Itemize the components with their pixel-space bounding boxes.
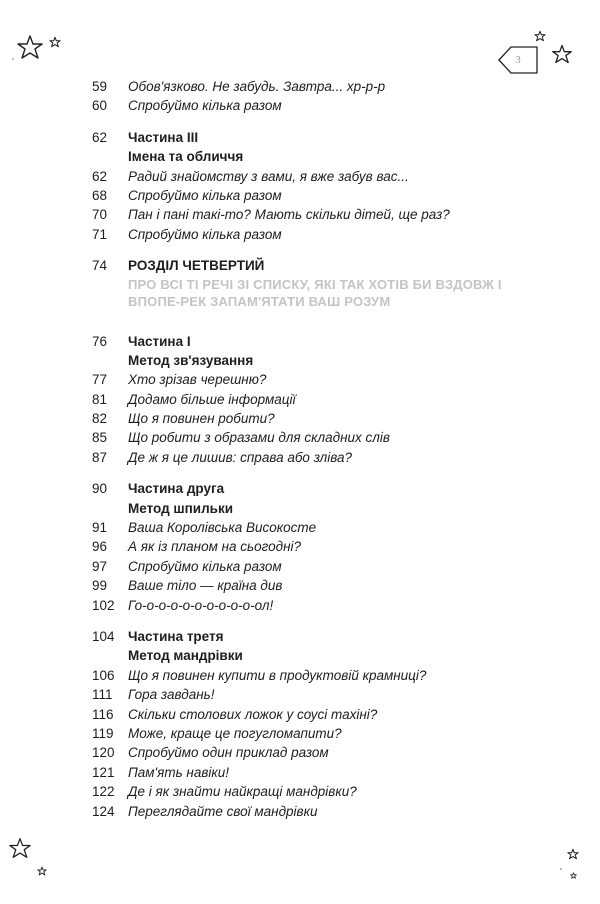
entry-title: Радий знайомству з вами, я вже забув вас... xyxy=(128,168,409,184)
toc-entry[interactable] xyxy=(90,225,510,244)
page-ref: 120 xyxy=(92,745,115,761)
star-icon xyxy=(37,866,47,876)
page-ref: 96 xyxy=(92,539,108,555)
page-ref: 99 xyxy=(92,578,108,594)
toc-entry[interactable] xyxy=(90,763,510,782)
toc-part-heading[interactable] xyxy=(90,479,510,498)
toc-entry[interactable] xyxy=(90,743,510,762)
page-ref: 97 xyxy=(92,558,108,574)
section-heading xyxy=(90,256,510,275)
page-ref: 119 xyxy=(92,725,114,741)
page-ref: 111 xyxy=(92,687,113,703)
entry-title: Хто зрізав черешню? xyxy=(128,372,267,388)
page-number: 3 xyxy=(515,54,521,66)
toc-entry[interactable] xyxy=(90,96,510,115)
page-ref: 106 xyxy=(92,667,115,683)
page-number-badge xyxy=(496,44,540,76)
entry-title: Частина друга xyxy=(128,481,225,497)
entry-title: Може, краще це погугломапити? xyxy=(128,725,342,741)
toc-entry[interactable] xyxy=(90,782,510,801)
toc-entry[interactable] xyxy=(90,537,510,556)
entry-title: Метод зв'язування xyxy=(128,352,254,368)
page-ref: 124 xyxy=(92,803,115,819)
star-icon xyxy=(567,848,579,860)
star-icon xyxy=(570,872,577,879)
page-ref: 116 xyxy=(92,706,114,722)
dot-decoration xyxy=(12,58,14,60)
page-ref: 77 xyxy=(92,372,108,388)
entry-title: Де і як знайти найкращі мандрівки? xyxy=(128,784,357,800)
toc-entry[interactable] xyxy=(90,666,510,685)
page-ref: 70 xyxy=(92,207,108,223)
star-icon xyxy=(551,44,573,64)
entry-title: Спробуймо кілька разом xyxy=(128,187,282,203)
page-ref: 71 xyxy=(92,226,108,242)
toc-entry[interactable] xyxy=(90,409,510,428)
toc-entry[interactable] xyxy=(90,802,510,821)
toc-entry[interactable] xyxy=(90,448,510,467)
toc-part-heading[interactable] xyxy=(90,147,510,166)
entry-title: Обов'язково. Не забудь. Завтра... хр-р-р xyxy=(128,79,386,94)
dot-decoration xyxy=(560,868,562,870)
page-ref: 82 xyxy=(92,411,108,427)
entry-title: Частина III xyxy=(128,129,199,145)
toc-part-heading[interactable] xyxy=(90,128,510,147)
entry-title: Переглядайте свої мандрівки xyxy=(128,803,318,819)
page-ref: 90 xyxy=(92,481,108,497)
page-ref: 87 xyxy=(92,449,108,465)
entry-title: Гора завдань! xyxy=(128,687,215,703)
star-icon xyxy=(8,837,32,859)
entry-title: Спробуймо один приклад разом xyxy=(128,745,329,761)
section-title: РОЗДІЛ ЧЕТВЕРТИЙ xyxy=(128,258,265,274)
page-ref: 59 xyxy=(92,79,108,94)
entry-title: Що робити з образами для складних слів xyxy=(128,430,390,446)
toc-entry[interactable] xyxy=(90,167,510,186)
entry-title: Спробуймо кілька разом xyxy=(128,558,282,574)
entry-title: Частина I xyxy=(128,333,191,349)
page-ref: 62 xyxy=(92,168,108,184)
page-ref: 91 xyxy=(92,520,108,536)
entry-title: А як із планом на сьогодні? xyxy=(128,539,302,555)
page-ref: 104 xyxy=(92,628,115,644)
toc-part-heading[interactable] xyxy=(90,351,510,370)
star-icon xyxy=(49,36,61,48)
star-icon xyxy=(16,34,44,60)
entry-title: Ваша Королівська Високосте xyxy=(128,520,317,536)
entry-title: Що я повинен купити в продуктовій крамниці? xyxy=(128,667,427,683)
page-ref: 60 xyxy=(92,98,108,114)
page-ref: 85 xyxy=(92,430,108,446)
toc-entry[interactable] xyxy=(90,205,510,224)
entry-title: Спробуймо кілька разом xyxy=(128,226,282,242)
toc-entry[interactable] xyxy=(90,576,510,595)
section-subtitle: ПРО ВСІ ТІ РЕЧІ ЗІ СПИСКУ, ЯКІ ТАК ХОТІВ БИ ВЗДОВЖ І ВПОПЕ-РЕК ЗАПАМ'ЯТАТИ ВАШ РОЗУМ xyxy=(128,276,502,309)
toc-entry[interactable] xyxy=(90,557,510,576)
page-ref: 122 xyxy=(92,784,115,800)
entry-title: Го-о-о-о-о-о-о-о-о-о-ол! xyxy=(128,597,274,613)
star-icon xyxy=(534,30,546,42)
toc-entry[interactable] xyxy=(90,370,510,389)
entry-title: Ваше тіло — країна див xyxy=(128,578,283,594)
entry-title: Частина третя xyxy=(128,628,224,644)
toc-entry[interactable] xyxy=(90,724,510,743)
page-ref: 102 xyxy=(92,597,115,613)
toc-entry[interactable] xyxy=(90,186,510,205)
toc-entry[interactable] xyxy=(90,77,510,96)
toc-part-heading[interactable] xyxy=(90,499,510,518)
page-ref: 68 xyxy=(92,187,108,203)
toc-entry[interactable] xyxy=(90,428,510,447)
toc-part-heading[interactable] xyxy=(90,627,510,646)
page-ref: 62 xyxy=(92,129,108,145)
toc-entry[interactable] xyxy=(90,596,510,615)
toc-entry[interactable] xyxy=(90,685,510,704)
entry-title: Пам'ять навіки! xyxy=(128,764,230,780)
entry-title: Метод шпильки xyxy=(128,500,234,516)
page-ref: 74 xyxy=(92,258,108,274)
entry-title: Метод мандрівки xyxy=(128,648,243,664)
page-ref: 81 xyxy=(92,391,108,407)
entry-title: Додамо більше інформації xyxy=(128,391,296,407)
entry-title: Скільки столових ложок у соусі тахіні? xyxy=(128,706,378,722)
table-of-contents xyxy=(90,77,510,821)
toc-part-heading[interactable] xyxy=(90,646,510,665)
toc-part-heading[interactable] xyxy=(90,332,510,351)
page-ref: 121 xyxy=(92,764,115,780)
entry-title: Де ж я це лишив: справа або зліва? xyxy=(128,449,353,465)
page-ref: 76 xyxy=(92,333,108,349)
entry-title: Що я повинен робити? xyxy=(128,411,275,427)
toc-entry[interactable] xyxy=(90,518,510,537)
entry-title: Імена та обличчя xyxy=(128,149,244,165)
toc-entry[interactable] xyxy=(90,390,510,409)
entry-title: Пан і пані такі-то? Мають скільки дітей, ще раз? xyxy=(128,207,450,223)
entry-title: Спробуймо кілька разом xyxy=(128,98,282,114)
toc-entry[interactable] xyxy=(90,705,510,724)
